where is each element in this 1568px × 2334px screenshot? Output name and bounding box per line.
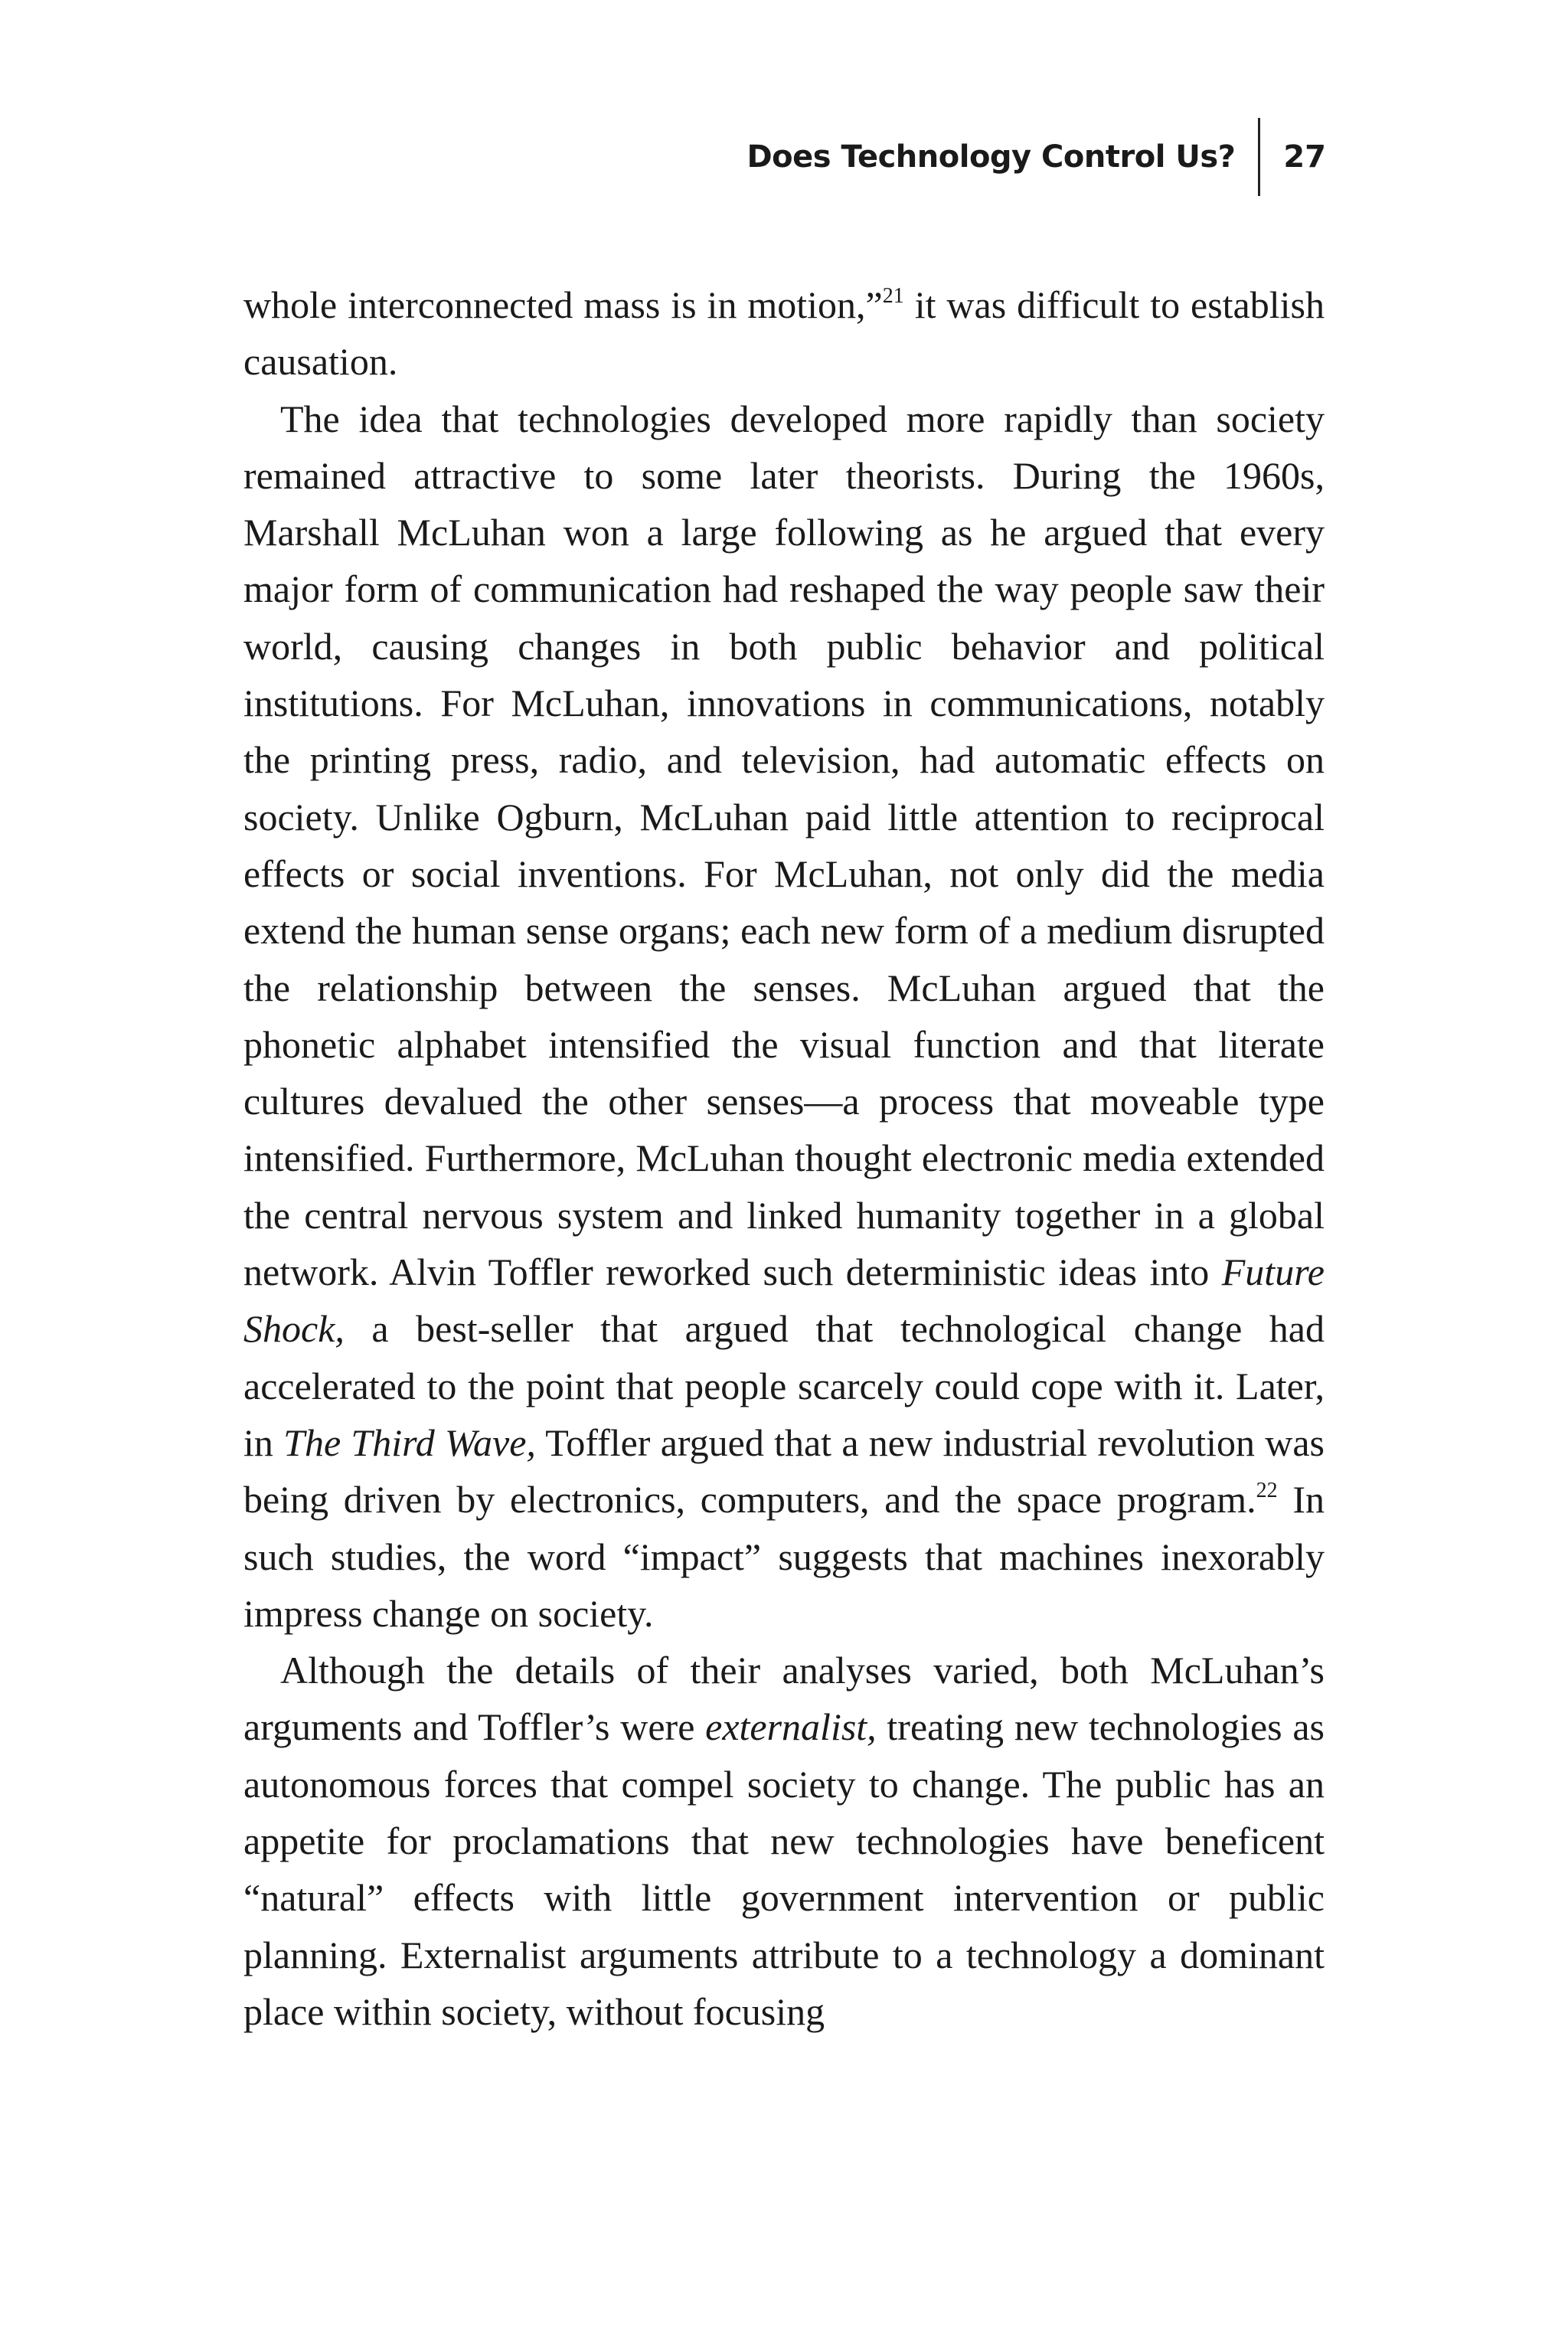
title-the-third-wave: The Third Wave, bbox=[283, 1420, 536, 1464]
paragraph-1 bbox=[243, 276, 1325, 391]
paragraph-2-text-1: The idea that technologies developed more rapidly than society remained attractive to some later theorists. During the 1960s, Marshall McLuhan won a large following as he argued that every major form of communication had reshaped the way people saw their world, causing changes in both public behavior and political institutions. For McLuhan, innovations in communications, notably the printing press, radio, and television, had automatic effects on society. Unlike Ogburn, McLuhan paid little attention to reciprocal effects or social inventions. For McLuhan, not only did the media extend the human sense organs; each new form of a medium disrupted the relationship between the senses. McLuhan argued that the phonetic alphabet intensified the visual function and that literate cultures devalued the other senses—a process that moveable type intensified. Furthermore, McLuhan thought electronic media extended the central nervous system and linked humanity together in a global network. Alvin Toffler reworked such deterministic ideas into bbox=[243, 397, 1325, 1294]
paragraph-2-text-3: Toffler argued that a new industrial revolution was being driven by electronics, computers, and the space program. bbox=[243, 1420, 1325, 1522]
running-head bbox=[746, 115, 1326, 199]
paragraph-2-text-4: In such studies, the word “impact” suggests that machines inexorably impress change on society. bbox=[243, 1478, 1325, 1635]
term-externalist: externalist, bbox=[705, 1705, 877, 1749]
paragraph-2 bbox=[243, 391, 1325, 1643]
body-text bbox=[243, 276, 1325, 2040]
footnote-ref-21: 21 bbox=[882, 284, 904, 308]
paragraph-3-text-2: treating new technologies as autonomous forces that compel society to change. The public has an appetite for proclamations that new technologies have beneficent “natural” effects with little government intervention or public planning. Externalist arguments attribute to a technology a dominant place within society, without focusing bbox=[243, 1705, 1325, 2033]
page-number: 27 bbox=[1283, 139, 1326, 175]
footnote-ref-22: 22 bbox=[1256, 1479, 1278, 1503]
paragraph-1-text-1: whole interconnected mass is in motion,” bbox=[243, 283, 883, 326]
paragraph-1-text-2: it was difficult to establish causation. bbox=[243, 283, 1325, 384]
running-title: Does Technology Control Us? bbox=[746, 139, 1236, 175]
title-future-shock: Future Shock, bbox=[243, 1250, 1325, 1351]
paragraph-3-text-1: Although the details of their analyses varied, both McLuhan’s arguments and Toffler’s were bbox=[243, 1649, 1325, 1749]
paragraph-3 bbox=[243, 1642, 1325, 2040]
paragraph-2-text-2: a best-seller that argued that technological change had accelerated to the point that people scarcely could cope with it. Later, in bbox=[243, 1307, 1325, 1464]
